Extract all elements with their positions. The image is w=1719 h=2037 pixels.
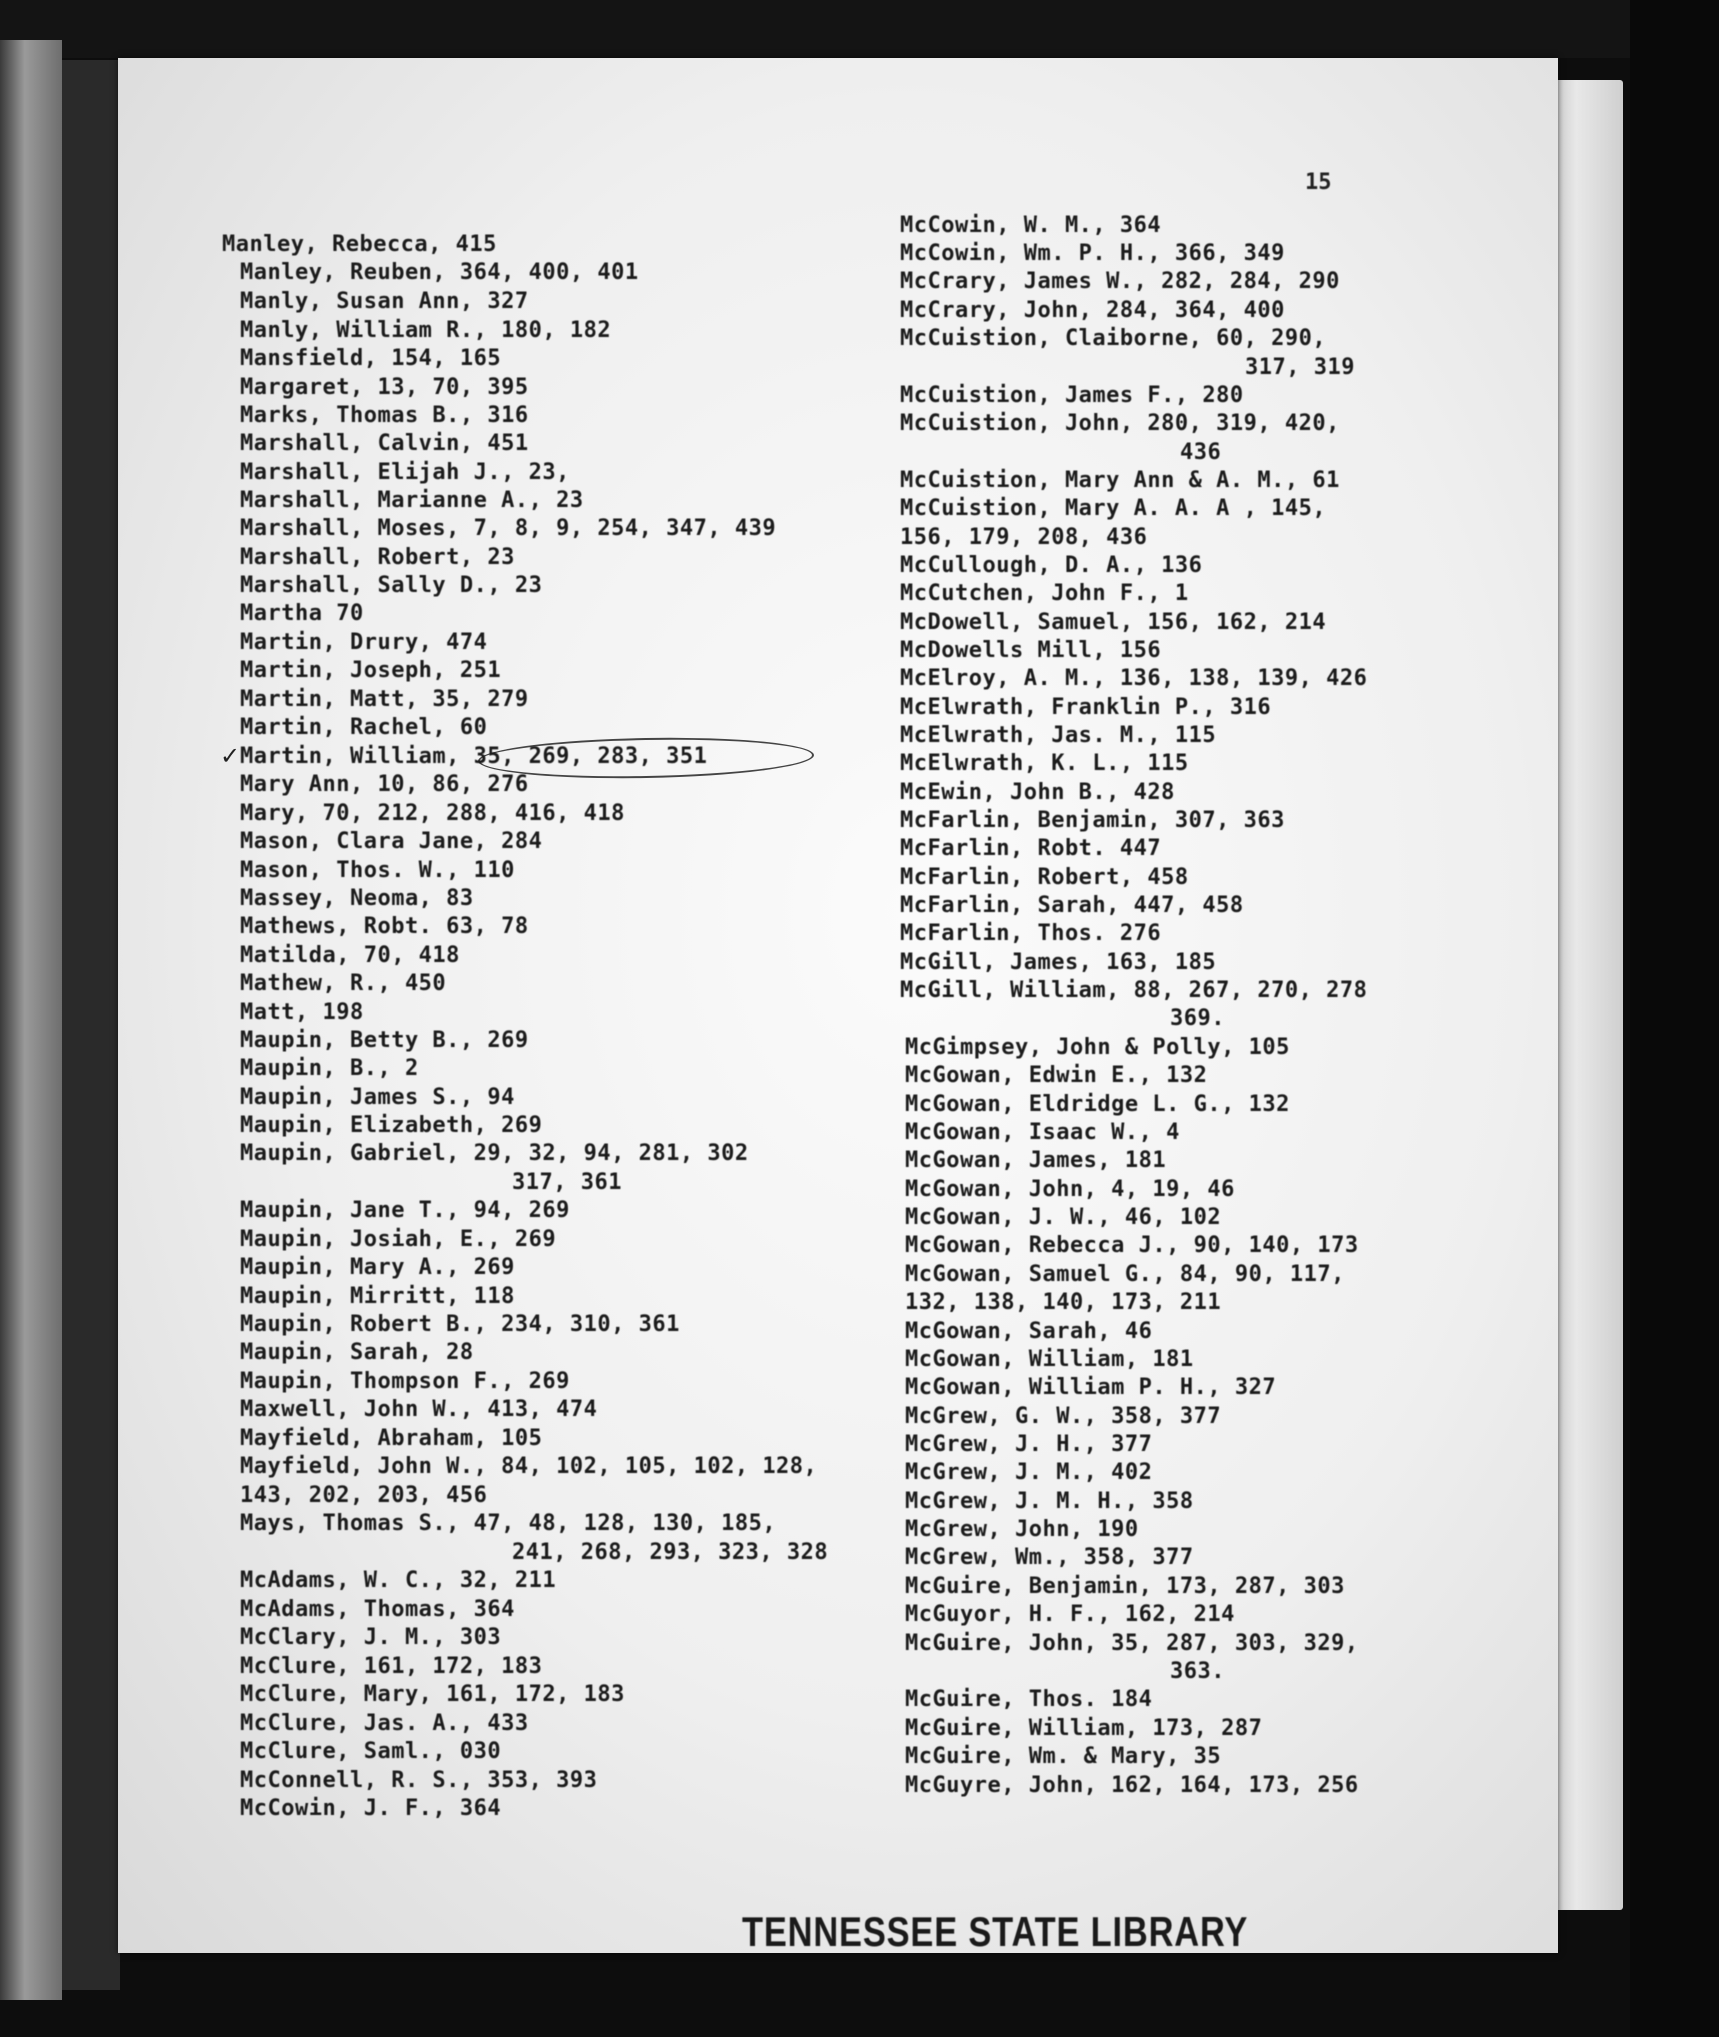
left-entry: Mayfield, Abraham, 105 — [240, 1426, 543, 1451]
right-entry: McGuire, Wm. & Mary, 35 — [905, 1744, 1222, 1769]
left-entry: Marshall, Marianne A., 23 — [240, 488, 584, 513]
left-entry: Maxwell, John W., 413, 474 — [240, 1397, 598, 1422]
left-entry: Mays, Thomas S., 47, 48, 128, 130, 185, — [240, 1511, 777, 1536]
right-entry: McGill, William, 88, 267, 270, 278 — [900, 978, 1368, 1003]
right-entry: McGuyor, H. F., 162, 214 — [905, 1602, 1235, 1627]
right-entry: McGowan, Edwin E., 132 — [905, 1063, 1208, 1088]
right-entry: McCuistion, James F., 280 — [900, 383, 1244, 408]
left-entry: Maupin, Josiah, E., 269 — [240, 1227, 557, 1252]
left-entry: Martin, Rachel, 60 — [240, 715, 488, 740]
right-entry: McCutchen, John F., 1 — [900, 581, 1189, 606]
left-entry: 317, 361 — [512, 1170, 622, 1195]
left-entry: Martin, Joseph, 251 — [240, 658, 502, 683]
right-entry: McGrew, Wm., 358, 377 — [905, 1545, 1194, 1570]
right-entry: McGowan, Eldridge L. G., 132 — [905, 1092, 1290, 1117]
left-entry: McAdams, W. C., 32, 211 — [240, 1568, 557, 1593]
right-entry: McElwrath, K. L., 115 — [900, 751, 1189, 776]
scan-border-top — [0, 0, 1719, 58]
right-entry: McCuistion, Mary Ann & A. M., 61 — [900, 468, 1340, 493]
left-entry: McConnell, R. S., 353, 393 — [240, 1768, 598, 1793]
right-entry: McCuistion, Mary A. A. A , 145, — [900, 496, 1327, 521]
right-entry: McElwrath, Franklin P., 316 — [900, 695, 1272, 720]
right-entry: McGrew, J. H., 377 — [905, 1432, 1153, 1457]
right-entry: McGrew, J. M., 402 — [905, 1460, 1153, 1485]
left-entry: Mathews, Robt. 63, 78 — [240, 914, 529, 939]
left-entry: Maupin, Mary A., 269 — [240, 1255, 515, 1280]
right-entry: McGuyre, John, 162, 164, 173, 256 — [905, 1773, 1359, 1798]
left-entry: Mary Ann, 10, 86, 276 — [240, 772, 529, 797]
right-entry: McCrary, James W., 282, 284, 290 — [900, 269, 1340, 294]
left-entry: Mason, Thos. W., 110 — [240, 858, 515, 883]
right-entry: McGrew, J. M. H., 358 — [905, 1489, 1194, 1514]
left-entry: Mason, Clara Jane, 284 — [240, 829, 543, 854]
left-entry: Mathew, R., 450 — [240, 971, 447, 996]
left-entry: Maupin, Mirritt, 118 — [240, 1284, 515, 1309]
right-entry: McGowan, J. W., 46, 102 — [905, 1205, 1222, 1230]
left-entry: Matilda, 70, 418 — [240, 943, 460, 968]
right-entry: McGuire, John, 35, 287, 303, 329, — [905, 1631, 1359, 1656]
page-number: 15 — [1305, 170, 1332, 195]
left-entry: Marks, Thomas B., 316 — [240, 403, 529, 428]
left-entry: Margaret, 13, 70, 395 — [240, 375, 529, 400]
left-entry: McClary, J. M., 303 — [240, 1625, 502, 1650]
left-entry: McClure, Mary, 161, 172, 183 — [240, 1682, 625, 1707]
left-entry: Massey, Neoma, 83 — [240, 886, 474, 911]
right-entry: McGowan, Isaac W., 4 — [905, 1120, 1180, 1145]
library-stamp: TENNESSEE STATE LIBRARY — [742, 1908, 1249, 1955]
left-entry: Matt, 198 — [240, 1000, 364, 1025]
left-entry: McCowin, J. F., 364 — [240, 1796, 502, 1821]
left-entry: Martin, Drury, 474 — [240, 630, 488, 655]
left-entry: McClure, Jas. A., 433 — [240, 1711, 529, 1736]
right-entry: McGowan, Rebecca J., 90, 140, 173 — [905, 1233, 1359, 1258]
right-entry: McDowells Mill, 156 — [900, 638, 1162, 663]
right-entry: McEwin, John B., 428 — [900, 780, 1175, 805]
right-entry: McFarlin, Sarah, 447, 458 — [900, 893, 1244, 918]
right-entry: McFarlin, Benjamin, 307, 363 — [900, 808, 1285, 833]
right-entry: 436 — [1180, 440, 1222, 465]
right-entry: McGrew, G. W., 358, 377 — [905, 1404, 1222, 1429]
right-entry: McElwrath, Jas. M., 115 — [900, 723, 1217, 748]
left-entry: Martin, Matt, 35, 279 — [240, 687, 529, 712]
left-entry: Maupin, Gabriel, 29, 32, 94, 281, 302 — [240, 1141, 749, 1166]
right-entry: McGuire, Benjamin, 173, 287, 303 — [905, 1574, 1345, 1599]
left-entry: Maupin, B., 2 — [240, 1056, 419, 1081]
right-entry: McGowan, William, 181 — [905, 1347, 1194, 1372]
left-entry: Maupin, Betty B., 269 — [240, 1028, 529, 1053]
left-entry: Marshall, Calvin, 451 — [240, 431, 529, 456]
right-entry: McCuistion, John, 280, 319, 420, — [900, 411, 1340, 436]
right-entry: McFarlin, Robert, 458 — [900, 865, 1189, 890]
right-entry: McGrew, John, 190 — [905, 1517, 1139, 1542]
right-entry: McGowan, John, 4, 19, 46 — [905, 1177, 1235, 1202]
right-entry: McCullough, D. A., 136 — [900, 553, 1203, 578]
right-entry: 132, 138, 140, 173, 211 — [905, 1290, 1222, 1315]
right-entry: 363. — [1170, 1659, 1225, 1684]
right-entry: McCrary, John, 284, 364, 400 — [900, 298, 1285, 323]
right-entry: 156, 179, 208, 436 — [900, 525, 1148, 550]
left-entry: Manly, William R., 180, 182 — [240, 318, 612, 343]
adjacent-page-strip — [0, 40, 62, 2000]
left-entry: Mayfield, John W., 84, 102, 105, 102, 128, — [240, 1454, 818, 1479]
left-entry: McClure, Saml., 030 — [240, 1739, 502, 1764]
right-entry: 369. — [1170, 1006, 1225, 1031]
left-entry: 143, 202, 203, 456 — [240, 1483, 488, 1508]
left-entry: Martha 70 — [240, 601, 364, 626]
right-entry: McGill, James, 163, 185 — [900, 950, 1217, 975]
left-entry: McAdams, Thomas, 364 — [240, 1597, 515, 1622]
left-entry: McClure, 161, 172, 183 — [240, 1654, 543, 1679]
left-entry: 241, 268, 293, 323, 328 — [512, 1540, 829, 1565]
right-entry: McFarlin, Thos. 276 — [900, 921, 1162, 946]
scan-border-right — [1630, 0, 1719, 2037]
right-entry: McGuire, William, 173, 287 — [905, 1716, 1263, 1741]
left-entry: Maupin, Sarah, 28 — [240, 1340, 474, 1365]
left-entry: Maupin, Thompson F., 269 — [240, 1369, 570, 1394]
left-entry: Mary, 70, 212, 288, 416, 418 — [240, 801, 625, 826]
right-entry: McGimpsey, John & Polly, 105 — [905, 1035, 1290, 1060]
left-entry: Maupin, Robert B., 234, 310, 361 — [240, 1312, 680, 1337]
left-entry: Manly, Susan Ann, 327 — [240, 289, 529, 314]
right-entry: McElroy, A. M., 136, 138, 139, 426 — [900, 666, 1368, 691]
right-entry: McCuistion, Claiborne, 60, 290, — [900, 326, 1327, 351]
left-entry: Manley, Rebecca, 415 — [222, 232, 497, 257]
left-entry: Marshall, Moses, 7, 8, 9, 254, 347, 439 — [240, 516, 777, 541]
right-entry: McGowan, Samuel G., 84, 90, 117, — [905, 1262, 1345, 1287]
left-entry: Marshall, Sally D., 23 — [240, 573, 543, 598]
right-entry: McGowan, William P. H., 327 — [905, 1375, 1277, 1400]
binder-edge — [62, 60, 120, 1990]
left-entry: Marshall, Robert, 23 — [240, 545, 515, 570]
right-entry: McGuire, Thos. 184 — [905, 1687, 1153, 1712]
right-entry: McGowan, James, 181 — [905, 1148, 1167, 1173]
left-entry: Marshall, Elijah J., 23, — [240, 460, 570, 485]
left-entry: Manley, Reuben, 364, 400, 401 — [240, 260, 639, 285]
right-entry: McFarlin, Robt. 447 — [900, 836, 1162, 861]
right-entry: McGowan, Sarah, 46 — [905, 1319, 1153, 1344]
right-entry: McCowin, W. M., 364 — [900, 213, 1162, 238]
left-entry: Maupin, James S., 94 — [240, 1085, 515, 1110]
left-entry: Mansfield, 154, 165 — [240, 346, 502, 371]
right-entry: 317, 319 — [1245, 355, 1355, 380]
left-entry: Martin, William, 35, 269, 283, 351 — [240, 744, 708, 769]
left-entry: Maupin, Elizabeth, 269 — [240, 1113, 543, 1138]
right-entry: McCowin, Wm. P. H., 366, 349 — [900, 241, 1285, 266]
left-entry: Maupin, Jane T., 94, 269 — [240, 1198, 570, 1223]
check-mark-icon: ✓ — [220, 742, 241, 770]
right-entry: McDowell, Samuel, 156, 162, 214 — [900, 610, 1327, 635]
